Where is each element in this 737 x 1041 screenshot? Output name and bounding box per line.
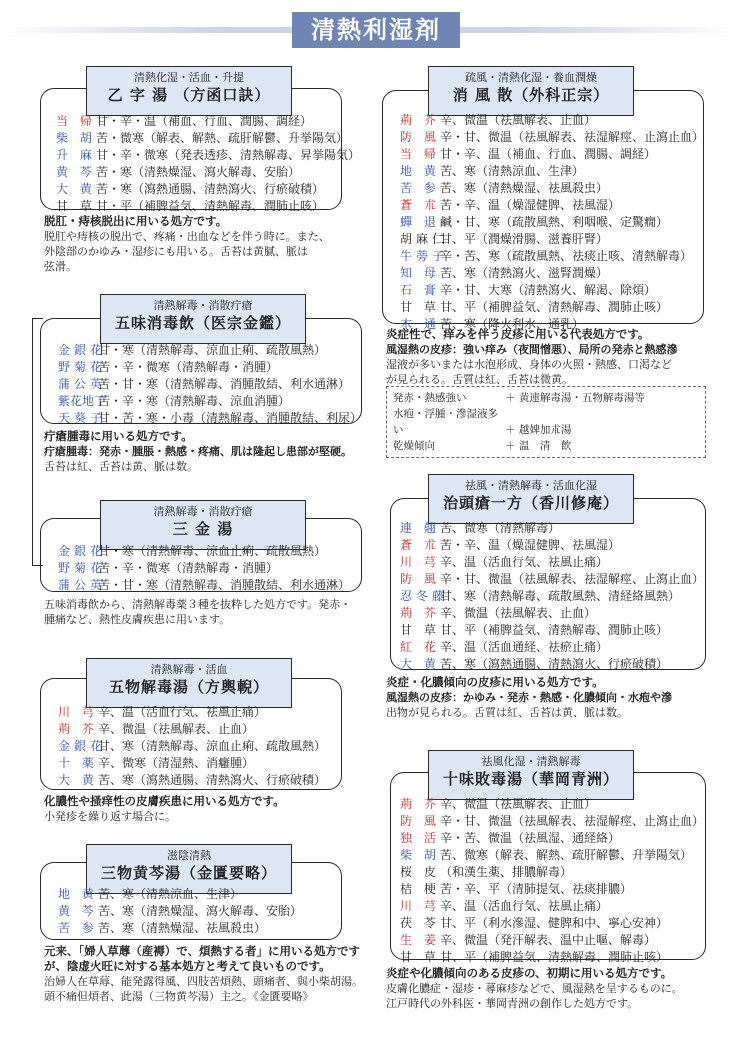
herb-properties: 苦・辛・寒（清熱解毒、涼血消腫） bbox=[98, 394, 291, 408]
herb-row bbox=[58, 755, 326, 772]
herb-name: 蒲公英 bbox=[58, 578, 107, 592]
herb-row bbox=[400, 588, 704, 605]
herb-row bbox=[56, 198, 360, 215]
herb-row bbox=[400, 813, 704, 830]
addition-formula: ＋ 黄連解毒湯・五物解毒湯等 bbox=[505, 392, 645, 404]
page-title: 清熱利湿剤 bbox=[292, 12, 460, 48]
herb-row bbox=[58, 560, 350, 577]
formula-name: 十味敗毒湯（華岡青洲） bbox=[442, 770, 619, 788]
herb-properties: 辛、温（活血行気、祛風止痛） bbox=[440, 899, 609, 913]
herb-row bbox=[56, 181, 360, 198]
herb-properties: 辛・甘、微温（祛風解表、祛湿解痙、止瀉止血） bbox=[440, 130, 705, 144]
herb-name: 黄 芩 bbox=[58, 904, 98, 918]
herb-properties: 苦・辛、温（燥湿健脾、祛風湿） bbox=[440, 538, 621, 552]
formula-note-jumihaidokuto bbox=[386, 966, 716, 1011]
formula-note-otsujito bbox=[44, 214, 344, 274]
note-title: 炎症性で、痒みを伴う皮疹に用いる代表処方です。 bbox=[386, 327, 650, 341]
addition-condition: 乾燥傾向 bbox=[393, 440, 435, 452]
formula-header-shofusan bbox=[428, 66, 634, 116]
herb-list-gomishodokuin bbox=[58, 342, 362, 427]
note-line: 弦滑。 bbox=[44, 260, 77, 273]
herb-name: 紫花地丁 bbox=[58, 394, 107, 408]
herb-name: 荊 芥 bbox=[400, 113, 440, 127]
herb-properties: 辛、微温（祛風解表、止血） bbox=[440, 606, 597, 620]
herb-row bbox=[400, 248, 704, 265]
herb-list-jumihaidokuto bbox=[400, 796, 704, 966]
herb-row bbox=[58, 920, 302, 937]
herb-properties: 甘、平（補脾益気、清熱解毒、潤肺止咳） bbox=[440, 623, 669, 637]
herb-properties: 苦、寒（降火利水、通乳） bbox=[440, 317, 585, 331]
note-line: 江戸時代の外科医・華岡青洲の創作した処方です。 bbox=[386, 997, 639, 1010]
herb-properties: 苦、寒（清熱涼血、生津） bbox=[98, 887, 243, 901]
herb-name: 茯 苓 bbox=[400, 916, 440, 930]
herb-name: 独 活 bbox=[400, 831, 440, 845]
herb-properties: 甘、平（潤燥滑腸、滋養肝腎） bbox=[440, 232, 609, 246]
herb-name: 荊 芥 bbox=[400, 606, 440, 620]
herb-properties: 苦、微寒（解表、解熱、疏肝解鬱、升挙陽気） bbox=[440, 848, 693, 862]
note-title: 脱肛・痔核脱出に用いる処方です。 bbox=[44, 214, 228, 228]
herb-properties: 苦・辛、平（清肺提気、祛痰排膿） bbox=[440, 882, 633, 896]
note-line: 頭不痛但煩者、此湯（三物黄芩湯）主之。《金匱要略》 bbox=[44, 990, 314, 1003]
herb-properties: 辛、微寒（清湿熱、消癰腫） bbox=[98, 756, 255, 770]
herb-name: 蟬 退 bbox=[400, 215, 440, 229]
herb-row bbox=[400, 847, 704, 864]
formula-header-otsujito bbox=[86, 66, 292, 116]
herb-row bbox=[56, 113, 360, 130]
herb-properties: 甘・平（補脾益気、清熱解毒、潤肺止咳） bbox=[96, 199, 325, 213]
addition-formula: ＋ 温 清 飲 bbox=[505, 440, 572, 452]
herb-properties: 苦、寒（清熱燥湿、瀉火解毒、安胎） bbox=[98, 904, 303, 918]
formula-name: 五味消毒飲（医宗金鑑） bbox=[114, 314, 291, 332]
herb-row bbox=[400, 915, 704, 932]
herb-name: 金銀花 bbox=[58, 343, 107, 357]
herb-row bbox=[400, 830, 704, 847]
herb-name: 十 薬 bbox=[58, 756, 98, 770]
herb-properties: 苦・寒（瀉熱通腸、清熱瀉火、行瘀破積） bbox=[96, 182, 325, 196]
herb-properties: 辛・苦、寒（疏散風熱、祛痰止咳、清熱解毒） bbox=[440, 249, 693, 263]
formula-category: 疏風・清熱化湿・養血潤燥 bbox=[465, 71, 597, 84]
herb-properties: 辛、微温（祛風解表、止血） bbox=[440, 797, 597, 811]
herb-list-sanmotsuogonto bbox=[58, 886, 302, 937]
herb-properties: 苦、寒（清熱瀉火、滋腎潤燥） bbox=[440, 266, 609, 280]
herb-name: 紅 花 bbox=[400, 640, 440, 654]
herb-properties: 甘・辛・微寒（発表透疹、清熱解毒、昇挙陽気） bbox=[96, 148, 361, 162]
formula-header-jizusoippo bbox=[428, 474, 634, 524]
note-title: 化膿性や掻痒性の皮膚疾患に用いる処方です。 bbox=[44, 794, 285, 808]
herb-row bbox=[400, 639, 704, 656]
herb-properties: 甘、寒（清熱解毒、疏散風熱、清経絡風熱） bbox=[440, 589, 681, 603]
note-line: 湿液が多いまたは水泡形成、身体の火照・熱感、口渇など bbox=[386, 358, 672, 371]
addition-condition: 発赤・熱感強い bbox=[393, 392, 467, 404]
herb-properties: 甘・寒（清熱解毒、涼血止痢、疏散風熱） bbox=[98, 544, 327, 558]
formula-category: 清熱解毒・消散疔瘡 bbox=[153, 299, 253, 312]
herb-list-gomotsugedokuto bbox=[58, 704, 326, 789]
herb-name: 連 翹 bbox=[400, 521, 440, 535]
formula-category: 祛風化湿・清熱解毒 bbox=[481, 755, 581, 768]
herb-name: 天葵子 bbox=[58, 411, 107, 425]
herb-name: 大 黄 bbox=[400, 657, 440, 671]
herb-row bbox=[58, 738, 326, 755]
herb-row bbox=[400, 898, 704, 915]
note-subtitle: 風湿熱の皮疹：かゆみ・発赤・熱感・化膿傾向・水疱や滲 bbox=[386, 691, 672, 704]
page-title-bar bbox=[0, 12, 737, 48]
herb-name: 甘 草 bbox=[400, 300, 440, 314]
herb-name: 蒲公英 bbox=[58, 377, 107, 391]
herb-properties: 甘、平（補脾益気、清熱解毒、潤肺止咳） bbox=[440, 950, 669, 964]
note-line: 治婦人在草蓐、能発露得風、四肢苦煩熱、頭痛者、與小柴胡湯。 bbox=[44, 975, 363, 988]
addition-box bbox=[386, 386, 706, 458]
formula-name: 治頭瘡一方（香川修庵） bbox=[442, 494, 619, 512]
herb-properties: 苦・寒（清熱燥湿、瀉火解毒、安胎） bbox=[96, 165, 301, 179]
herb-row bbox=[400, 112, 704, 129]
formula-note-sanmotsuogonto bbox=[44, 944, 384, 1004]
formula-header-jumihaidokuto bbox=[428, 750, 634, 800]
herb-row bbox=[400, 932, 704, 949]
herb-list-otsujito bbox=[56, 113, 360, 215]
herb-properties: 苦、寒（清熱燥湿、祛風殺虫） bbox=[98, 921, 267, 935]
herb-row bbox=[400, 146, 704, 163]
herb-name: 川 芎 bbox=[400, 555, 440, 569]
herb-name: 当 帰 bbox=[400, 147, 440, 161]
herb-row bbox=[400, 299, 704, 316]
addition-formula: ＋ 越婢加朮湯 bbox=[505, 424, 572, 436]
note-title: 元来、「婦人草蓐（産褥）で、煩熱する者」に用いる処方です bbox=[44, 944, 361, 958]
formula-name: 三物黄芩湯（金匱要略） bbox=[100, 864, 277, 882]
herb-name: 野菊花 bbox=[58, 561, 107, 575]
herb-properties: 鹹・甘、寒（疏散風熱、利咽喉、定驚癇） bbox=[440, 215, 669, 229]
link-bracket bbox=[32, 318, 43, 566]
herb-properties: 辛、微温（祛風解表、止血） bbox=[98, 722, 255, 736]
herb-name: 桜 皮 bbox=[400, 865, 440, 879]
addition-row bbox=[393, 390, 699, 406]
herb-properties: 辛・甘、大寒（清熱瀉火、解渇、除煩） bbox=[440, 283, 657, 297]
herb-row bbox=[400, 197, 704, 214]
herb-row bbox=[58, 721, 326, 738]
note-title: 疔瘡腫毒に用いる処方です。 bbox=[44, 429, 193, 443]
note-subtitle: 疔瘡腫毒：発赤・腫脹・熱感・疼痛、肌は隆起し患部が堅硬。 bbox=[44, 445, 352, 458]
formula-header-gomotsugedokuto bbox=[86, 658, 292, 708]
herb-properties: 苦、寒（瀉熱通腸、清熱瀉火、行瘀破積） bbox=[98, 773, 327, 787]
note-title: 炎症や化膿傾向のある皮疹の、初期に用いる処方です。 bbox=[386, 966, 673, 980]
herb-row bbox=[400, 554, 704, 571]
herb-name: 忍冬藤 bbox=[400, 589, 449, 603]
herb-properties: 辛、微温（発汗解表、温中止嘔、解毒） bbox=[440, 933, 657, 947]
herb-list-sankinto bbox=[58, 543, 350, 594]
note-line: 小発疹を繰り返す場合に。 bbox=[44, 810, 176, 823]
formula-name: 五物解毒湯（方輿輗） bbox=[108, 678, 269, 696]
herb-properties: 辛、温（活血行気、祛風止痛） bbox=[98, 705, 267, 719]
note-line: 出物が見られる。舌質は紅、舌苔は黄、脈は数。 bbox=[386, 706, 628, 719]
note-subtitle: 風湿熱の皮疹：強い痒み（夜間憎悪）、局所の発赤と熱感滲 bbox=[386, 343, 678, 356]
note-line: 舌苔は紅、舌苔は黄、脈は数。 bbox=[44, 460, 198, 473]
herb-row bbox=[58, 772, 326, 789]
herb-name: 地 黄 bbox=[58, 887, 98, 901]
herb-name: 桔 梗 bbox=[400, 882, 440, 896]
herb-properties: 辛・苦、微温（祛風湿、通経絡） bbox=[440, 831, 621, 845]
herb-name: 川 芎 bbox=[58, 705, 98, 719]
herb-name: 石 膏 bbox=[400, 283, 440, 297]
formula-header-gomishodokuin bbox=[100, 294, 306, 344]
herb-row bbox=[400, 231, 704, 248]
herb-name: 金銀花 bbox=[58, 739, 107, 753]
herb-properties: 辛・甘、微温（祛風解表、祛湿解痙、止瀉止血） bbox=[440, 572, 705, 586]
herb-row bbox=[400, 520, 704, 537]
herb-row bbox=[56, 147, 360, 164]
herb-row bbox=[400, 282, 704, 299]
note-title: が、陰虚火旺に対する基本処方と考えて良いものです。 bbox=[44, 959, 331, 973]
herb-row bbox=[400, 537, 704, 554]
herb-name: 大 黄 bbox=[58, 773, 98, 787]
note-line: 五味消毒飲から、清熱解毒薬３種を抜粋した処方です。発赤・ bbox=[44, 598, 352, 611]
herb-properties: 甘、平（補脾益気、清熱解毒、潤肺止咳） bbox=[440, 300, 669, 314]
herb-name: 柴 胡 bbox=[400, 848, 440, 862]
formula-category: 清熱解毒・活血 bbox=[150, 663, 228, 676]
herb-name: 荊 芥 bbox=[58, 722, 98, 736]
herb-name: 胡麻仁 bbox=[400, 232, 449, 246]
herb-row bbox=[400, 881, 704, 898]
note-line: 皮膚化膿症・湿疹・蕁麻疹などで、風湿熱を呈するものに。 bbox=[386, 982, 683, 995]
herb-row bbox=[400, 129, 704, 146]
formula-category: 清熱解毒・消散疔瘡 bbox=[153, 505, 253, 518]
herb-properties: 甘・辛、温（補血、行血、潤腸、調経） bbox=[440, 147, 657, 161]
herb-row bbox=[58, 342, 362, 359]
herb-name: 荊 芥 bbox=[400, 797, 440, 811]
herb-name: 防 風 bbox=[400, 814, 440, 828]
herb-properties: 辛、微温（祛風解表、止血） bbox=[440, 113, 597, 127]
herb-row bbox=[58, 903, 302, 920]
herb-name: 甘 草 bbox=[56, 199, 96, 213]
herb-row bbox=[400, 571, 704, 588]
herb-properties: 苦・辛・微寒（清熱解毒・消腫） bbox=[98, 360, 279, 374]
herb-row bbox=[400, 622, 704, 639]
herb-row bbox=[400, 949, 704, 966]
herb-name: 蒼 朮 bbox=[400, 538, 440, 552]
herb-row bbox=[58, 376, 362, 393]
note-title: 炎症・化膿傾向の皮疹に用いる処方です。 bbox=[386, 675, 604, 689]
herb-name: 甘 草 bbox=[400, 950, 440, 964]
herb-name: 苦 参 bbox=[400, 181, 440, 195]
herb-properties: 苦・辛・微寒（清熱解毒・消腫） bbox=[98, 561, 279, 575]
herb-name: 知 母 bbox=[400, 266, 440, 280]
herb-name: 蒼 朮 bbox=[400, 198, 440, 212]
herb-list-jizusoippo bbox=[400, 520, 704, 673]
herb-row bbox=[56, 130, 360, 147]
addition-row bbox=[393, 438, 699, 454]
herb-name: 大 黄 bbox=[56, 182, 96, 196]
herb-properties: 甘、平（利水滲湿、健脾和中、寧心安神） bbox=[440, 916, 669, 930]
addition-row bbox=[393, 406, 699, 438]
herb-name: 野菊花 bbox=[58, 360, 107, 374]
formula-note-gomotsugedokuto bbox=[44, 794, 344, 824]
herb-name: 防 風 bbox=[400, 572, 440, 586]
herb-properties: 苦、微寒（清熱解毒） bbox=[440, 521, 561, 535]
formula-category: 祛風・清熱解毒・活血化湿 bbox=[465, 479, 597, 492]
herb-row bbox=[58, 393, 362, 410]
herb-properties: 苦・甘・寒（清熱解毒、消腫散結、利水通淋） bbox=[98, 578, 351, 592]
herb-row bbox=[58, 543, 350, 560]
note-line: が見られる。舌質は紅、舌苔は微黄。 bbox=[386, 373, 573, 386]
herb-properties: 苦・甘・寒（清熱解毒、消腫散結、利水通淋） bbox=[98, 377, 351, 391]
herb-name: 苦 参 bbox=[58, 921, 98, 935]
formula-name: 三 金 湯 bbox=[172, 520, 234, 538]
herb-properties: 苦・辛、温（燥湿健脾、祛風湿） bbox=[440, 198, 621, 212]
formula-category: 清熱化湿・活血・升提 bbox=[134, 71, 244, 84]
formula-note-sankinto bbox=[44, 597, 364, 627]
herb-row bbox=[58, 410, 362, 427]
herb-name: 生 姜 bbox=[400, 933, 440, 947]
herb-properties: 甘・寒（清熱解毒、涼血止痢、疏散風熱） bbox=[98, 343, 327, 357]
herb-name: 地 黄 bbox=[400, 164, 440, 178]
formula-category: 滋陰清熱 bbox=[167, 849, 211, 862]
herb-row bbox=[400, 214, 704, 231]
herb-row bbox=[400, 163, 704, 180]
herb-row bbox=[58, 886, 302, 903]
herb-row bbox=[400, 265, 704, 282]
herb-properties: （和漢生薬、排膿解毒） bbox=[440, 865, 573, 879]
herb-row bbox=[400, 605, 704, 622]
herb-row bbox=[400, 864, 704, 881]
herb-name: 黄 芩 bbox=[56, 165, 96, 179]
note-line: 外陰部のかゆみ・湿疹にも用いる。舌苔は黄膩、脈は bbox=[44, 245, 308, 258]
herb-name: 甘 草 bbox=[400, 623, 440, 637]
herb-name: 川 芎 bbox=[400, 899, 440, 913]
herb-properties: 苦・微寒（解表、解熱、疏肝解鬱、升挙陽気） bbox=[96, 131, 349, 145]
herb-properties: 苦、寒（清熱涼血、生津） bbox=[440, 164, 585, 178]
herb-name: 牛蒡子 bbox=[400, 249, 449, 263]
herb-name: 木 通 bbox=[400, 317, 440, 331]
herb-name: 金銀花 bbox=[58, 544, 107, 558]
herb-properties: 甘・苦・寒・小毒（清熱解毒、消腫散結、利尿） bbox=[98, 411, 363, 425]
formula-note-jizusoippo bbox=[386, 675, 716, 720]
herb-name: 升 麻 bbox=[56, 148, 96, 162]
herb-properties: 辛、温（活血通経、祛瘀止痛） bbox=[440, 640, 609, 654]
note-line: 脱肛や痔核の脱出で、疼痛・出血などを伴う時に。また、 bbox=[44, 230, 330, 243]
herb-row bbox=[58, 704, 326, 721]
formula-name: 乙 字 湯 （方函口訣） bbox=[107, 86, 271, 104]
herb-row bbox=[58, 359, 362, 376]
herb-row bbox=[400, 656, 704, 673]
herb-name: 当 帰 bbox=[56, 114, 96, 128]
herb-properties: 辛、温（活血行気、祛風止痛） bbox=[440, 555, 609, 569]
note-line: 腫痛など、熱性皮膚疾患に用います。 bbox=[44, 613, 231, 626]
herb-name: 防 風 bbox=[400, 130, 440, 144]
herb-row bbox=[58, 577, 350, 594]
herb-row bbox=[400, 180, 704, 197]
herb-properties: 甘・辛・温（補血、行血、潤腸、調経） bbox=[96, 114, 313, 128]
herb-properties: 辛・甘、微温（祛風解表、祛湿解痙、止瀉止血） bbox=[440, 814, 705, 828]
formula-note-gomishodokuin bbox=[44, 429, 364, 474]
herb-name: 柴 胡 bbox=[56, 131, 96, 145]
herb-properties: 苦、寒（清熱燥湿、祛風殺虫） bbox=[440, 181, 609, 195]
formula-name: 消 風 散（外科正宗） bbox=[452, 86, 610, 104]
addition-condition: 水疱・浮腫・滲湿液多い bbox=[393, 408, 498, 436]
herb-properties: 甘、寒（清熱解毒、涼血止痢、疏散風熱） bbox=[98, 739, 327, 753]
herb-properties: 苦、寒（瀉熱通腸、清熱瀉火、行瘀破積） bbox=[440, 657, 669, 671]
formula-note-shofusan bbox=[386, 327, 716, 387]
herb-row bbox=[56, 164, 360, 181]
herb-row bbox=[400, 796, 704, 813]
herb-list-shofusan bbox=[400, 112, 704, 333]
